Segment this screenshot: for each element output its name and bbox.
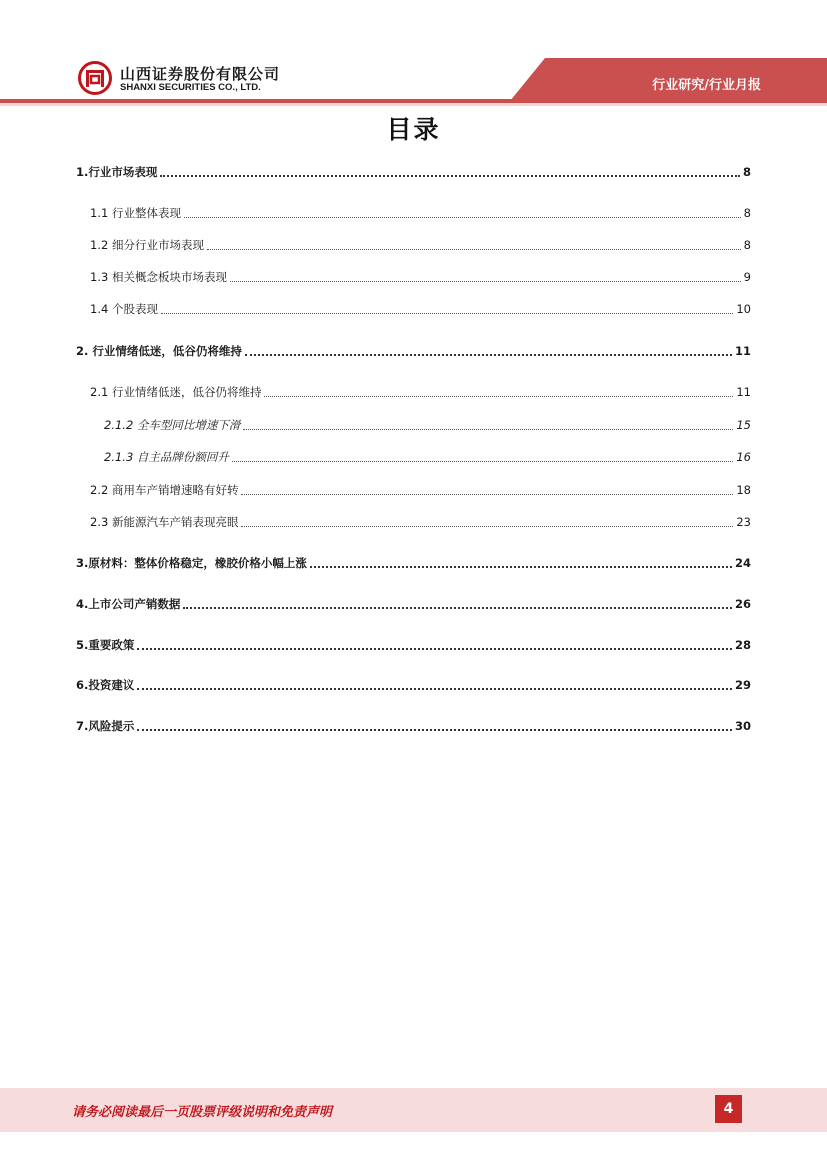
report-type: 行业研究/行业月报 [652, 78, 761, 93]
toc-entry-page: 11 [736, 385, 751, 399]
toc-entry[interactable] [76, 636, 751, 654]
toc-dot-leader [241, 526, 733, 527]
toc-dot-leader [183, 607, 732, 609]
toc-dot-leader [241, 494, 733, 495]
toc-entry[interactable] [90, 268, 751, 286]
toc-entry-label: 2.1.2 全车型同比增速下滑 [104, 418, 241, 432]
toc-dot-leader [310, 566, 732, 568]
toc-entry-label: 1.4 个股表现 [90, 302, 158, 316]
toc-entry-label: 6.投资建议 [76, 678, 135, 692]
company-name-en: SHANXI SECURITIES CO., LTD. [120, 82, 261, 93]
toc-entry[interactable] [104, 416, 751, 434]
toc-entry-page: 15 [736, 418, 751, 432]
toc-dot-leader [160, 175, 740, 177]
toc-dot-leader [161, 313, 733, 314]
toc-entry-label: 2.1 行业情绪低迷，低谷仍将维持 [90, 385, 262, 399]
toc-entry-label: 4.上市公司产销数据 [76, 597, 181, 611]
toc-entry[interactable] [104, 448, 751, 466]
toc-entry-label: 2.1.3 自主品牌份额回升 [104, 450, 229, 464]
toc-dot-leader [137, 729, 732, 731]
page-number-badge: 4 [715, 1095, 742, 1123]
toc-entry[interactable] [76, 717, 751, 735]
page-title: 目录 [386, 115, 441, 144]
toc-entry[interactable] [90, 300, 751, 318]
toc-entry-page: 26 [734, 597, 751, 611]
toc-entry-page: 28 [734, 638, 751, 652]
toc-entry-page: 8 [743, 206, 751, 220]
footer-disclaimer: 请务必阅读最后一页股票评级说明和免责声明 [72, 1105, 333, 1120]
toc-dot-leader [137, 648, 732, 650]
company-name-cn: 山西证券股份有限公司 [120, 65, 281, 83]
toc-dot-leader [232, 461, 733, 462]
page-header [0, 0, 827, 110]
toc-entry-page: 24 [734, 556, 751, 570]
toc-dot-leader [137, 688, 732, 690]
toc-entry[interactable] [76, 554, 751, 572]
toc-entry[interactable] [90, 236, 751, 254]
header-band [0, 0, 827, 110]
toc-entry-label: 1.行业市场表现 [76, 165, 158, 179]
toc-entry-page: 11 [734, 344, 751, 358]
toc-entry-label: 1.2 细分行业市场表现 [90, 238, 204, 252]
toc-dot-leader [184, 217, 741, 218]
toc-entry-label: 2.2 商用车产销增速略有好转 [90, 483, 239, 497]
toc-dot-leader [243, 429, 733, 430]
toc-entry[interactable] [76, 342, 751, 360]
toc-entry-label: 2.3 新能源汽车产销表现亮眼 [90, 515, 239, 529]
toc-entry-label: 1.1 行业整体表现 [90, 206, 181, 220]
toc-entry-page: 10 [736, 302, 751, 316]
toc-entry-label: 7.风险提示 [76, 719, 135, 733]
toc-entry-page: 9 [743, 270, 751, 284]
toc-dot-leader [264, 396, 733, 397]
toc-entry-page: 18 [736, 483, 751, 497]
toc-entry[interactable] [76, 595, 751, 613]
toc-entry[interactable] [90, 204, 751, 222]
toc-entry-page: 8 [743, 238, 751, 252]
toc-entry[interactable] [76, 163, 751, 181]
toc-entry-page: 23 [736, 515, 751, 529]
toc-dot-leader [230, 281, 741, 282]
toc-entry-label: 1.3 相关概念板块市场表现 [90, 270, 227, 284]
toc-entry[interactable] [90, 513, 751, 531]
toc-entry[interactable] [90, 383, 751, 401]
toc-entry-label: 5.重要政策 [76, 638, 135, 652]
toc-entry-page: 30 [734, 719, 751, 733]
toc-dot-leader [245, 354, 732, 356]
toc-entry-label: 2. 行业情绪低迷，低谷仍将维持 [76, 344, 242, 358]
shanxi-securities-logo-icon [78, 61, 112, 95]
toc-entry[interactable] [76, 676, 751, 694]
toc-entry-page: 8 [742, 165, 751, 179]
toc-entry-label: 3.原材料：整体价格稳定，橡胶价格小幅上涨 [76, 556, 307, 570]
toc-entry[interactable] [90, 481, 751, 499]
toc-dot-leader [207, 249, 741, 250]
toc-entry-page: 29 [734, 678, 751, 692]
toc-entry-page: 16 [736, 450, 751, 464]
